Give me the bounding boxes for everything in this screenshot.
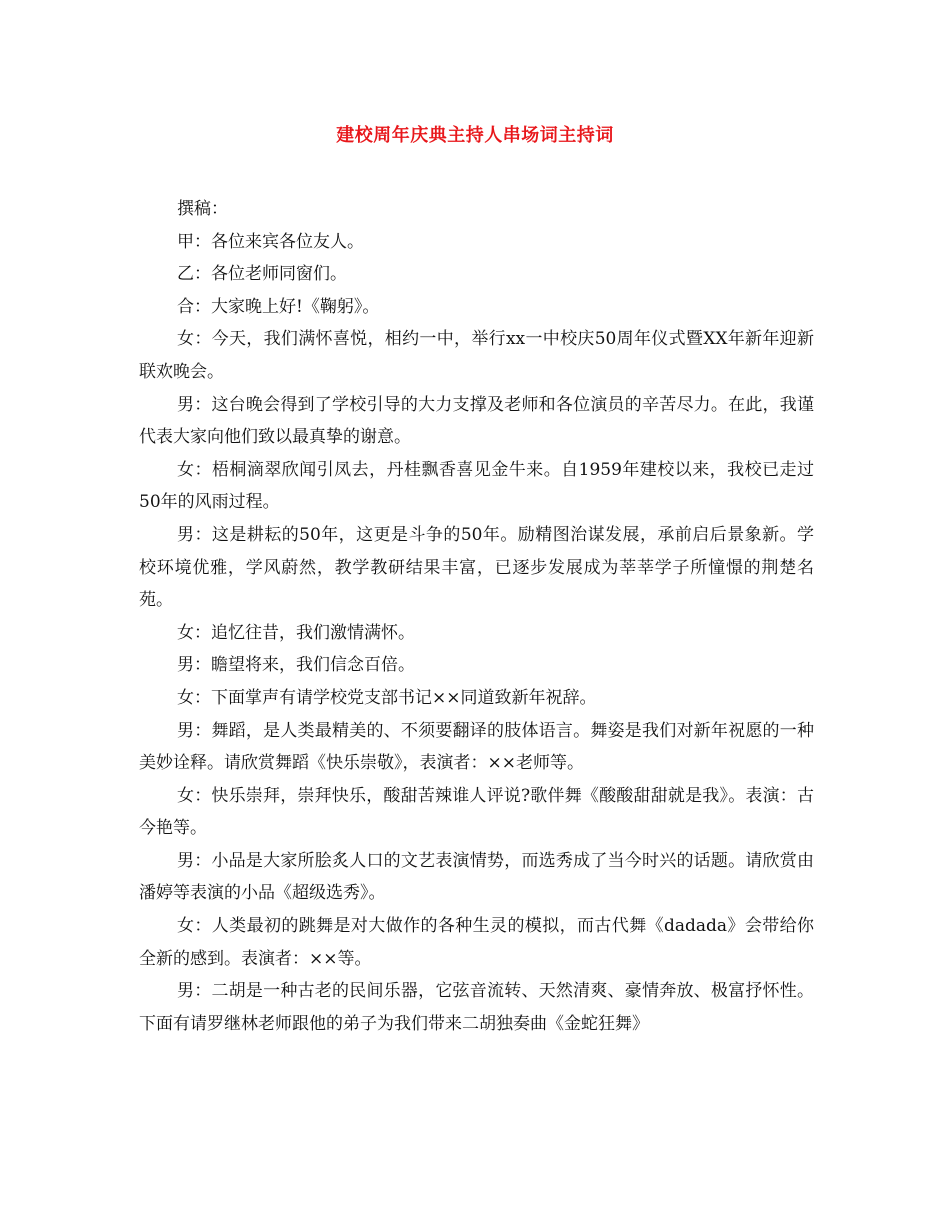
paragraph: 男：这台晚会得到了学校引导的大力支撑及老师和各位演员的辛苦尽力。在此，我谨代表大家向他们致以最真挚的谢意。 [139,394,814,448]
paragraph: 男：瞻望将来，我们信念百倍。 [177,655,415,676]
paragraph: 女：今天，我们满怀喜悦，相约一中，举行xx一中校庆50周年仪式暨XX年新年迎新联欢晚会。 [139,329,814,382]
paragraph: 男：二胡是一种古老的民间乐器，它弦音流转、天然清爽、豪情奔放、极富抒怀性。下面有请罗继林老师跟他的弟子为我们带来二胡独奏曲《金蛇狂舞》 [139,981,814,1034]
document-body [139,193,814,1040]
paragraph: 男：这是耕耘的50年，这更是斗争的50年。励精图治谋发展，承前启后景象新。学校环境优雅，学风蔚然，教学教研结果丰富，已逐步发展成为莘莘学子所憧憬的荆楚名苑。 [139,524,814,611]
paragraph: 甲：各位来宾各位友人。 [177,231,364,252]
paragraph: 女：人类最初的跳舞是对大做作的各种生灵的模拟，而古代舞《dadada》会带给你全新的感到。表演者：××等。 [139,916,814,969]
paragraph: 合：大家晚上好!《鞠躬》。 [177,296,380,317]
paragraph: 男：小品是大家所脍炙人口的文艺表演情势，而选秀成了当今时兴的话题。请欣赏由潘婷等表演的小品《超级选秀》。 [139,850,814,904]
document-title: 建校周年庆典主持人串场词主持词 [336,125,614,146]
paragraph: 女：下面掌声有请学校党支部书记××同道致新年祝辞。 [177,687,597,708]
paragraph: 女：快乐崇拜，崇拜快乐，酸甜苦辣谁人评说?歌伴舞《酸酸甜甜就是我》。表演：古今艳等。 [139,785,814,839]
paragraph: 乙：各位老师同窗们。 [177,264,347,285]
paragraph-byline: 撰稿： [177,199,228,219]
paragraph: 女：梧桐滴翠欣闻引凤去，丹桂飘香喜见金牛来。自1959年建校以来，我校已走过50年的风雨过程。 [139,459,814,513]
paragraph: 女：追忆往昔，我们激情满怀。 [177,622,415,643]
paragraph: 男：舞蹈，是人类最精美的、不须要翻译的肢体语言。舞姿是我们对新年祝愿的一种美妙诠释。请欣赏舞蹈《快乐崇敬》，表演者：××老师等。 [139,720,814,774]
